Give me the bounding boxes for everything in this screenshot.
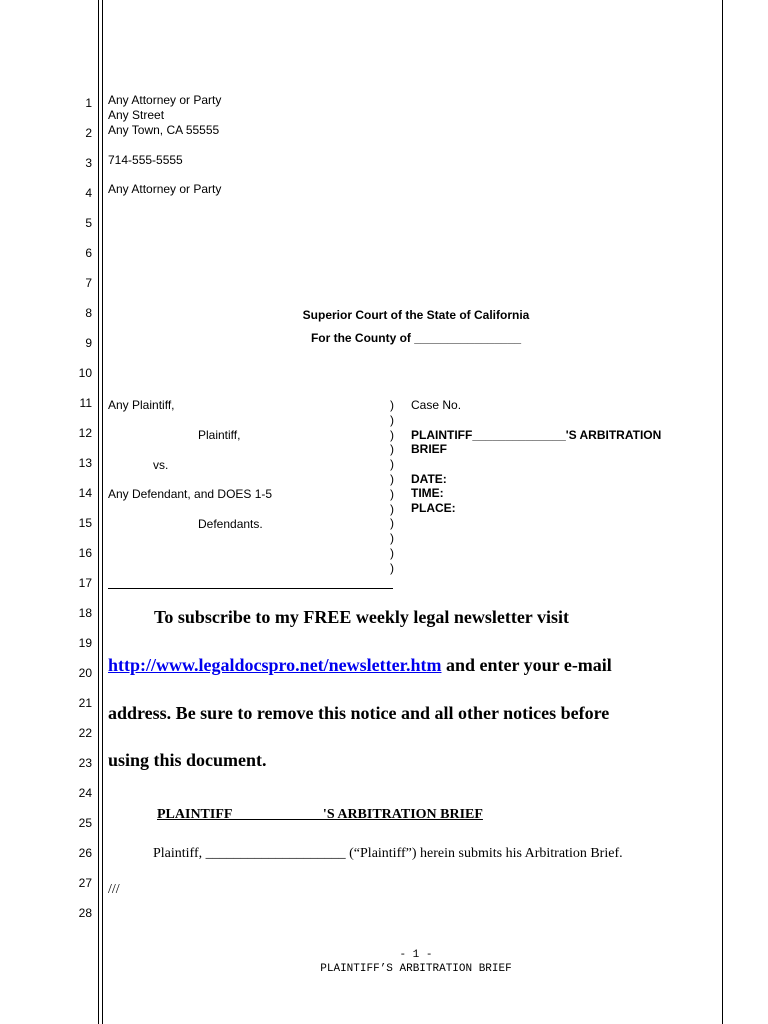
paragraph-text-end: (“Plaintiff”) herein submits his Arbitration Brief. — [345, 846, 623, 861]
plaintiff-role: Plaintiff, — [198, 428, 241, 442]
line-number: 2 — [85, 126, 92, 140]
line-number: 7 — [85, 276, 92, 290]
paragraph-text-start: Plaintiff, — [153, 846, 206, 861]
place-label: PLACE: — [411, 501, 456, 515]
line-number: 26 — [78, 846, 92, 860]
left-margin-rule-inner — [102, 0, 103, 1024]
attorney-name: Any Attorney or Party — [108, 93, 222, 107]
document-title-continued: BRIEF — [411, 442, 447, 456]
line-number: 15 — [78, 516, 92, 530]
line-number: 1 — [85, 96, 92, 110]
line-number: 8 — [85, 306, 92, 320]
defendant-role: Defendants. — [198, 517, 263, 531]
defendant-name: Any Defendant, and DOES 1-5 — [108, 487, 273, 501]
date-label: DATE: — [411, 472, 447, 486]
case-number-label: Case No. — [411, 398, 462, 412]
notice-line-4: using this document. — [108, 750, 267, 770]
attorney-for: Any Attorney or Party — [108, 182, 222, 196]
time-label: TIME: — [411, 486, 444, 500]
line-number: 23 — [78, 756, 92, 770]
notice-line-3: address. Be sure to remove this notice and all other notices before — [108, 703, 610, 723]
notice-line-2 — [108, 655, 612, 675]
opening-paragraph — [153, 846, 623, 862]
attorney-phone: 714-555-5555 — [108, 153, 183, 167]
line-number: 21 — [78, 696, 92, 710]
line-number: 4 — [85, 186, 92, 200]
line-number: 13 — [78, 456, 92, 470]
line-number: 3 — [85, 156, 92, 170]
left-margin-rule-outer — [98, 0, 99, 1024]
line-number: 14 — [78, 486, 92, 500]
line-number: 11 — [79, 396, 92, 410]
page-number: - 1 - — [399, 949, 433, 961]
newsletter-link[interactable]: http://www.legaldocspro.net/newsletter.htm — [108, 655, 442, 675]
line-number: 28 — [78, 906, 92, 920]
plaintiff-name: Any Plaintiff, — [108, 398, 175, 412]
notice-line-1: To subscribe to my FREE weekly legal newsletter visit — [154, 607, 569, 627]
line-number: 18 — [78, 606, 92, 620]
line-number: 22 — [78, 726, 92, 740]
line-number: 27 — [78, 876, 92, 890]
attorney-street: Any Street — [108, 108, 165, 122]
plaintiff-name-blank: ____________________ — [205, 846, 346, 861]
line-number: 16 — [78, 546, 92, 560]
brief-heading: PLAINTIFF 'S ARBITRATION BRIEF — [157, 807, 483, 822]
line-number: 24 — [78, 786, 92, 800]
line-number: 6 — [85, 246, 92, 260]
line-number: 5 — [85, 216, 92, 230]
caption-parentheses: ) ) ) ) ) ) ) ) ) ) ) ) — [390, 398, 394, 575]
line-number: 25 — [78, 816, 92, 830]
footer-title: PLAINTIFF’S ARBITRATION BRIEF — [320, 963, 512, 975]
line-number: 20 — [78, 666, 92, 680]
line-number: 19 — [78, 636, 92, 650]
court-county: For the County of ________________ — [310, 331, 522, 345]
court-name: Superior Court of the State of California — [302, 308, 530, 322]
notice-line-2-rest: and enter your e-mail — [441, 655, 612, 675]
line-number: 12 — [78, 426, 92, 440]
line-number: 17 — [78, 576, 92, 590]
versus: vs. — [153, 458, 169, 472]
line-number: 9 — [85, 336, 92, 350]
section-marker: /// — [108, 882, 120, 897]
right-margin-rule — [722, 0, 723, 1024]
caption-underline — [108, 588, 393, 589]
line-number: 10 — [78, 366, 92, 380]
attorney-city: Any Town, CA 55555 — [108, 123, 220, 137]
document-title: PLAINTIFF______________'S ARBITRATION — [411, 428, 662, 442]
